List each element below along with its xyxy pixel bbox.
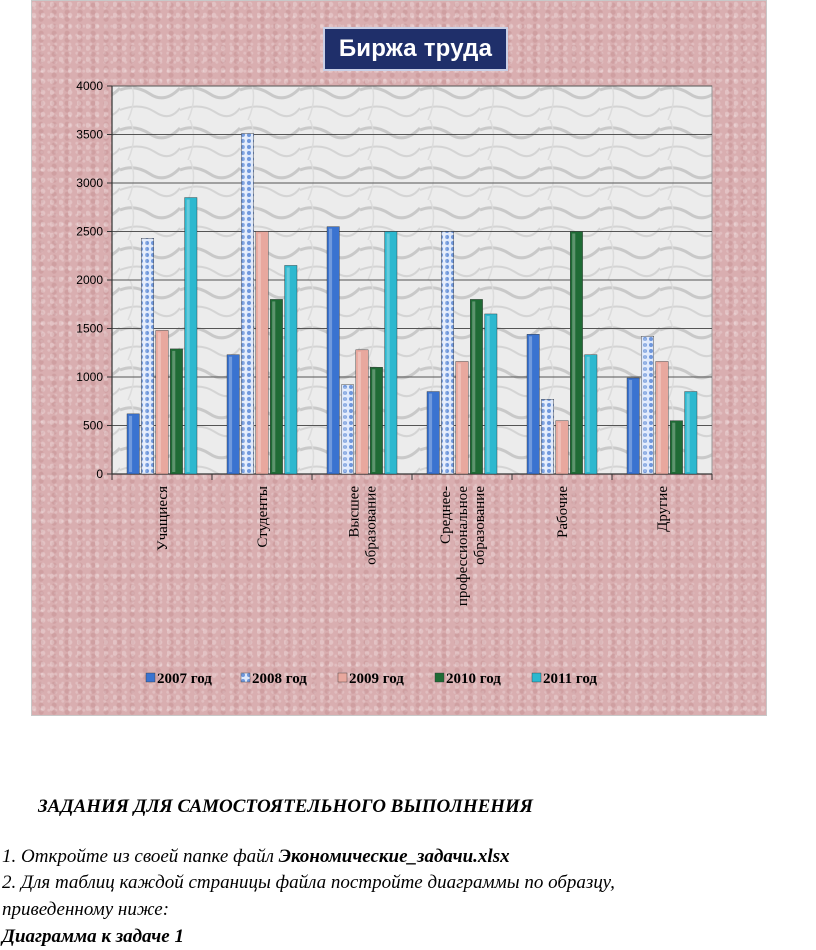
y-tick-label: 1000 [76, 370, 103, 384]
bar [285, 265, 297, 474]
bar [270, 299, 282, 474]
bar [370, 367, 382, 474]
legend-label: 2009 год [349, 671, 404, 687]
bar [327, 227, 339, 474]
bar [156, 330, 168, 474]
bar-highlight [372, 369, 375, 472]
x-tick-label-line: профессиональное [455, 486, 471, 607]
legend-swatch [338, 673, 347, 682]
x-tick-label-line: Студенты [255, 486, 271, 548]
bar-highlight [543, 401, 546, 472]
bar-highlight [429, 394, 432, 472]
bar-highlight [329, 229, 332, 472]
bar-highlight [529, 336, 532, 472]
bar-highlight [358, 352, 361, 472]
bar [341, 385, 353, 474]
y-tick-label: 2000 [76, 273, 103, 287]
bar [485, 314, 497, 474]
bar [556, 421, 568, 474]
bar [641, 336, 653, 474]
bar [541, 399, 553, 474]
task-1 [2, 846, 510, 868]
x-tick-label [155, 486, 171, 551]
y-tick-label: 500 [82, 418, 103, 433]
bar-highlight [658, 363, 661, 472]
bar-highlight [143, 240, 146, 472]
bar [585, 355, 597, 474]
bar-highlight [629, 380, 632, 472]
bar [656, 361, 668, 474]
bar [227, 355, 239, 474]
y-tick-label: 3000 [76, 176, 103, 190]
bar [627, 378, 639, 474]
bar [385, 232, 397, 475]
legend-label: 2008 год [252, 671, 307, 687]
bar [141, 238, 153, 474]
bar [527, 334, 539, 474]
bar-highlight [343, 387, 346, 472]
bar [427, 392, 439, 474]
bar-highlight [458, 363, 461, 472]
bar-highlight [558, 423, 561, 472]
bar-highlight [487, 316, 490, 472]
bar [570, 232, 582, 475]
bar [470, 299, 482, 474]
task-2-line-1: 2. Для таблиц каждой страницы файла постройте диаграммы по образцу, [2, 872, 615, 893]
bar-highlight [229, 357, 232, 472]
bar-highlight [687, 394, 690, 472]
task-1-filename: Экономические_задачи.xlsx [278, 846, 510, 867]
bar-highlight [287, 267, 290, 472]
y-tick-label: 3500 [76, 127, 103, 142]
bar-highlight [258, 234, 261, 473]
y-tick-label: 2500 [76, 224, 103, 239]
bar-highlight [472, 301, 475, 472]
bar [685, 392, 697, 474]
bar-highlight [572, 234, 575, 473]
bar [170, 349, 182, 474]
x-tick-label [438, 486, 488, 606]
bar-highlight [643, 338, 646, 472]
x-tick-label-line: Высшее [346, 486, 363, 538]
task-1-text: 1. Откройте из своей папке файл [2, 846, 279, 867]
bar-highlight [387, 234, 390, 473]
bar-highlight [172, 351, 175, 472]
section-heading: ЗАДАНИЯ ДЛЯ САМОСТОЯТЕЛЬНОГО ВЫПОЛНЕНИЯ [38, 796, 533, 817]
bar [356, 350, 368, 474]
bar-highlight [272, 301, 275, 472]
x-tick-label-line: Учащиеся [155, 486, 171, 551]
bar-highlight [443, 234, 446, 473]
bar-highlight [158, 332, 161, 472]
legend-swatch [435, 673, 444, 682]
x-tick-label-line: Другие [655, 486, 671, 532]
task-2-line-2: приведенному ниже: [2, 899, 170, 920]
legend-swatch [241, 673, 250, 682]
bar [670, 421, 682, 474]
x-tick-label [555, 486, 571, 538]
legend-label: 2011 год [543, 671, 598, 687]
x-tick-label-line: Среднее- [438, 486, 454, 544]
bar [241, 134, 253, 474]
bar-highlight [243, 136, 246, 472]
x-tick-label-line: образование [472, 486, 488, 565]
y-tick-label: 0 [96, 467, 103, 481]
x-tick-label [255, 486, 271, 548]
diagram-caption: Диаграмма к задаче 1 [2, 926, 184, 947]
legend-label: 2010 год [446, 671, 501, 687]
bar [256, 232, 268, 475]
legend-swatch [532, 673, 541, 682]
x-tick-label [655, 486, 671, 532]
legend-label: 2007 год [157, 671, 212, 687]
y-tick-label: 1500 [76, 321, 103, 336]
bar [185, 198, 197, 474]
y-tick-label: 4000 [76, 79, 103, 93]
x-tick-label-line: Рабочие [555, 486, 571, 538]
bar [127, 414, 139, 474]
bar-highlight [672, 423, 675, 472]
bar-highlight [129, 416, 132, 472]
x-tick-label [347, 486, 380, 565]
bar [456, 361, 468, 474]
chart-title: Биржа труда [323, 27, 508, 71]
bar [441, 232, 453, 475]
bar-highlight [187, 200, 190, 472]
legend-swatch [146, 673, 155, 682]
bar-highlight [587, 357, 590, 472]
x-tick-label-line: образование [363, 486, 380, 565]
